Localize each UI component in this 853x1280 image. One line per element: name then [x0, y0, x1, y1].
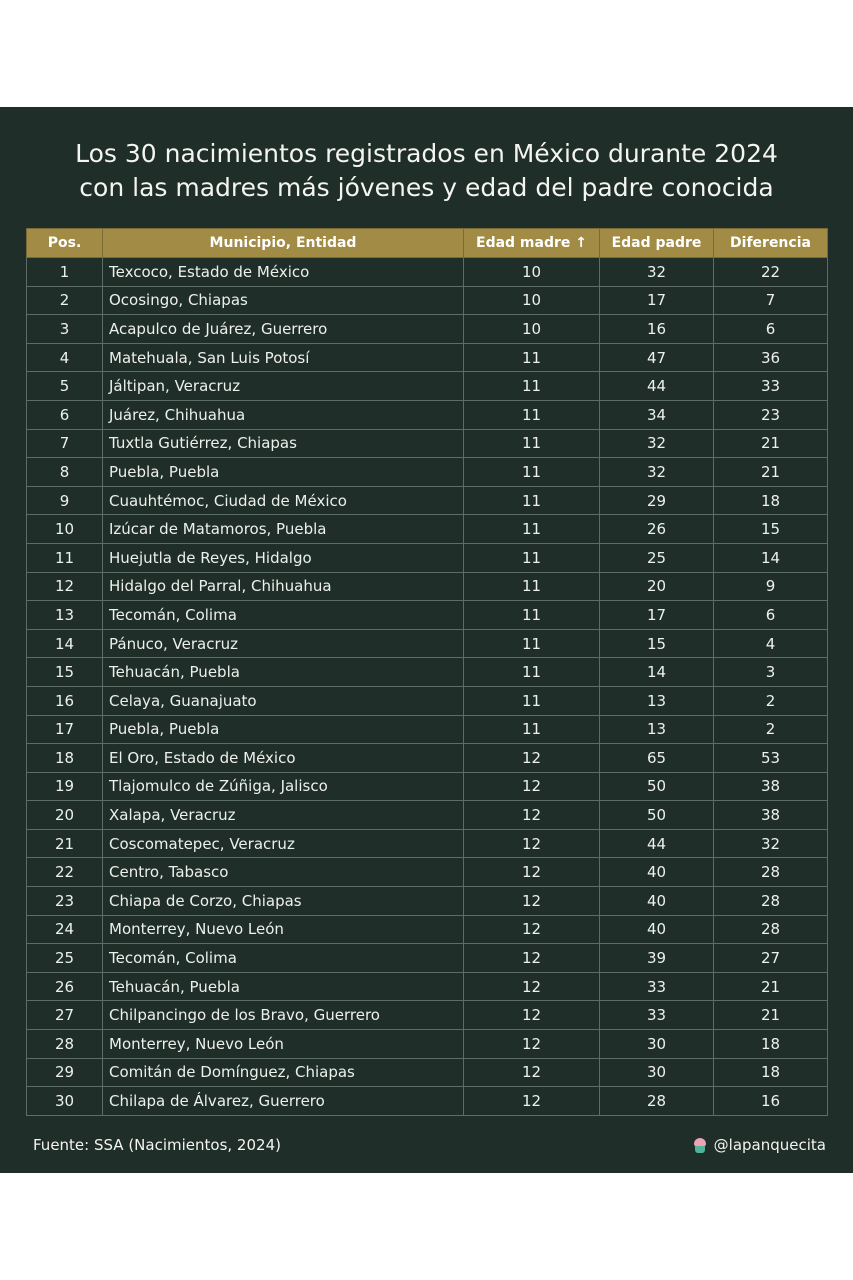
table-row	[27, 486, 828, 515]
cell-pos: 28	[27, 1030, 103, 1059]
cell-diferencia: 2	[714, 686, 828, 715]
cell-edad-padre: 13	[600, 715, 714, 744]
table-row	[27, 258, 828, 287]
cell-edad-madre: 11	[464, 572, 600, 601]
cell-edad-padre: 39	[600, 944, 714, 973]
cell-pos: 17	[27, 715, 103, 744]
cell-edad-madre: 11	[464, 400, 600, 429]
cell-edad-madre: 11	[464, 343, 600, 372]
title-line-2: con las madres más jóvenes y edad del padre conocida	[79, 173, 774, 202]
cell-pos: 29	[27, 1058, 103, 1087]
table-row	[27, 715, 828, 744]
cell-edad-madre: 12	[464, 972, 600, 1001]
cell-pos: 26	[27, 972, 103, 1001]
cell-edad-padre: 17	[600, 601, 714, 630]
table-row	[27, 1001, 828, 1030]
cell-pos: 1	[27, 258, 103, 287]
cell-edad-madre: 11	[464, 629, 600, 658]
cell-edad-padre: 32	[600, 429, 714, 458]
cell-diferencia: 28	[714, 887, 828, 916]
table-row	[27, 944, 828, 973]
table-row	[27, 915, 828, 944]
cell-municipio: Tecomán, Colima	[103, 601, 464, 630]
author-handle: @lapanquecita	[713, 1136, 826, 1154]
cell-edad-madre: 12	[464, 744, 600, 773]
cell-edad-madre: 12	[464, 858, 600, 887]
cell-edad-madre: 12	[464, 1001, 600, 1030]
title-line-1: Los 30 nacimientos registrados en México durante 2024	[75, 139, 778, 168]
table-row	[27, 372, 828, 401]
column-header-pos[interactable]: Pos.	[27, 229, 103, 258]
cell-diferencia: 6	[714, 601, 828, 630]
cell-municipio: Puebla, Puebla	[103, 715, 464, 744]
cell-diferencia: 33	[714, 372, 828, 401]
table-row	[27, 601, 828, 630]
cell-edad-madre: 11	[464, 658, 600, 687]
table-row	[27, 829, 828, 858]
cell-municipio: Jáltipan, Veracruz	[103, 372, 464, 401]
cell-edad-padre: 44	[600, 829, 714, 858]
cell-municipio: Tuxtla Gutiérrez, Chiapas	[103, 429, 464, 458]
cell-edad-madre: 10	[464, 315, 600, 344]
cell-edad-madre: 12	[464, 915, 600, 944]
cell-municipio: Monterrey, Nuevo León	[103, 915, 464, 944]
cell-municipio: Centro, Tabasco	[103, 858, 464, 887]
author-credit	[693, 1136, 826, 1154]
cell-pos: 6	[27, 400, 103, 429]
cell-edad-madre: 11	[464, 543, 600, 572]
table-row	[27, 801, 828, 830]
cell-municipio: Celaya, Guanajuato	[103, 686, 464, 715]
cell-municipio: Cuauhtémoc, Ciudad de México	[103, 486, 464, 515]
column-header-edad-padre[interactable]: Edad padre	[600, 229, 714, 258]
cell-edad-padre: 40	[600, 915, 714, 944]
cell-edad-padre: 34	[600, 400, 714, 429]
cell-municipio: Chilpancingo de los Bravo, Guerrero	[103, 1001, 464, 1030]
cell-diferencia: 38	[714, 801, 828, 830]
cell-edad-padre: 33	[600, 1001, 714, 1030]
table-body	[27, 258, 828, 1116]
cell-pos: 8	[27, 458, 103, 487]
cell-edad-madre: 12	[464, 829, 600, 858]
table-row	[27, 543, 828, 572]
cell-municipio: Tehuacán, Puebla	[103, 658, 464, 687]
cell-diferencia: 28	[714, 915, 828, 944]
cell-municipio: Texcoco, Estado de México	[103, 258, 464, 287]
cell-pos: 5	[27, 372, 103, 401]
table-row	[27, 686, 828, 715]
cell-edad-padre: 13	[600, 686, 714, 715]
source-note: Fuente: SSA (Nacimientos, 2024)	[33, 1136, 281, 1154]
cell-diferencia: 21	[714, 1001, 828, 1030]
cell-edad-madre: 12	[464, 887, 600, 916]
table-row	[27, 458, 828, 487]
cell-municipio: Comitán de Domínguez, Chiapas	[103, 1058, 464, 1087]
cell-edad-padre: 16	[600, 315, 714, 344]
cell-municipio: Tecomán, Colima	[103, 944, 464, 973]
cell-diferencia: 18	[714, 1030, 828, 1059]
cell-pos: 23	[27, 887, 103, 916]
cell-pos: 11	[27, 543, 103, 572]
table-row	[27, 658, 828, 687]
cell-edad-padre: 40	[600, 887, 714, 916]
cell-edad-madre: 12	[464, 944, 600, 973]
cell-edad-madre: 11	[464, 429, 600, 458]
cell-pos: 30	[27, 1087, 103, 1116]
sort-ascending-icon: ↑	[575, 235, 587, 251]
cell-pos: 13	[27, 601, 103, 630]
cell-edad-padre: 30	[600, 1030, 714, 1059]
cell-municipio: Juárez, Chihuahua	[103, 400, 464, 429]
cell-pos: 24	[27, 915, 103, 944]
cell-diferencia: 36	[714, 343, 828, 372]
births-table	[26, 228, 828, 1116]
table-row	[27, 429, 828, 458]
cell-edad-madre: 12	[464, 1030, 600, 1059]
cell-edad-padre: 47	[600, 343, 714, 372]
page-title	[0, 137, 853, 205]
table-row	[27, 572, 828, 601]
cell-edad-padre: 15	[600, 629, 714, 658]
cell-diferencia: 4	[714, 629, 828, 658]
cell-edad-padre: 17	[600, 286, 714, 315]
cell-municipio: Hidalgo del Parral, Chihuahua	[103, 572, 464, 601]
cell-edad-madre: 11	[464, 486, 600, 515]
cell-municipio: Ocosingo, Chiapas	[103, 286, 464, 315]
edad-madre-label: Edad madre	[476, 235, 571, 251]
cell-pos: 15	[27, 658, 103, 687]
cell-edad-padre: 33	[600, 972, 714, 1001]
cell-edad-madre: 11	[464, 601, 600, 630]
cell-diferencia: 3	[714, 658, 828, 687]
table-row	[27, 887, 828, 916]
cell-diferencia: 9	[714, 572, 828, 601]
cell-municipio: Huejutla de Reyes, Hidalgo	[103, 543, 464, 572]
cell-pos: 7	[27, 429, 103, 458]
table-row	[27, 858, 828, 887]
cell-edad-madre: 11	[464, 458, 600, 487]
cell-diferencia: 18	[714, 486, 828, 515]
cell-pos: 10	[27, 515, 103, 544]
cell-edad-padre: 14	[600, 658, 714, 687]
cell-diferencia: 15	[714, 515, 828, 544]
cell-diferencia: 7	[714, 286, 828, 315]
column-header-diferencia[interactable]: Diferencia	[714, 229, 828, 258]
cell-edad-padre: 50	[600, 801, 714, 830]
cell-diferencia: 14	[714, 543, 828, 572]
table-row	[27, 400, 828, 429]
cell-diferencia: 53	[714, 744, 828, 773]
table-row	[27, 629, 828, 658]
cell-diferencia: 32	[714, 829, 828, 858]
cell-edad-padre: 32	[600, 458, 714, 487]
cell-edad-madre: 12	[464, 772, 600, 801]
cell-pos: 3	[27, 315, 103, 344]
table-row	[27, 315, 828, 344]
cell-edad-padre: 25	[600, 543, 714, 572]
cell-edad-madre: 10	[464, 286, 600, 315]
table-row	[27, 286, 828, 315]
cell-edad-padre: 44	[600, 372, 714, 401]
cell-pos: 21	[27, 829, 103, 858]
cell-edad-madre: 12	[464, 1058, 600, 1087]
cell-pos: 12	[27, 572, 103, 601]
cell-edad-padre: 20	[600, 572, 714, 601]
cell-pos: 22	[27, 858, 103, 887]
cell-diferencia: 28	[714, 858, 828, 887]
cell-pos: 4	[27, 343, 103, 372]
infographic-panel	[0, 107, 853, 1173]
table-row	[27, 1058, 828, 1087]
cell-pos: 18	[27, 744, 103, 773]
cell-edad-padre: 50	[600, 772, 714, 801]
cell-diferencia: 38	[714, 772, 828, 801]
cell-municipio: Pánuco, Veracruz	[103, 629, 464, 658]
table-row	[27, 972, 828, 1001]
cell-diferencia: 21	[714, 458, 828, 487]
cell-municipio: Tlajomulco de Zúñiga, Jalisco	[103, 772, 464, 801]
cell-municipio: Matehuala, San Luis Potosí	[103, 343, 464, 372]
cell-edad-padre: 30	[600, 1058, 714, 1087]
cell-edad-madre: 11	[464, 372, 600, 401]
column-header-municipio[interactable]: Municipio, Entidad	[103, 229, 464, 258]
cell-pos: 2	[27, 286, 103, 315]
cell-pos: 20	[27, 801, 103, 830]
cell-diferencia: 16	[714, 1087, 828, 1116]
table-row	[27, 515, 828, 544]
cell-edad-madre: 11	[464, 686, 600, 715]
table-row	[27, 772, 828, 801]
cell-diferencia: 23	[714, 400, 828, 429]
table-header-row	[27, 229, 828, 258]
table-row	[27, 744, 828, 773]
table-row	[27, 343, 828, 372]
cell-edad-madre: 11	[464, 515, 600, 544]
cell-diferencia: 21	[714, 429, 828, 458]
column-header-edad-madre[interactable]	[464, 229, 600, 258]
cell-edad-madre: 10	[464, 258, 600, 287]
cell-municipio: Acapulco de Juárez, Guerrero	[103, 315, 464, 344]
cell-municipio: Chiapa de Corzo, Chiapas	[103, 887, 464, 916]
cell-pos: 9	[27, 486, 103, 515]
cell-pos: 27	[27, 1001, 103, 1030]
cell-municipio: Monterrey, Nuevo León	[103, 1030, 464, 1059]
cell-diferencia: 6	[714, 315, 828, 344]
cell-edad-padre: 65	[600, 744, 714, 773]
cell-municipio: El Oro, Estado de México	[103, 744, 464, 773]
cupcake-icon	[693, 1138, 707, 1153]
cell-edad-padre: 29	[600, 486, 714, 515]
cell-edad-padre: 32	[600, 258, 714, 287]
cell-diferencia: 22	[714, 258, 828, 287]
cell-municipio: Tehuacán, Puebla	[103, 972, 464, 1001]
cell-edad-padre: 26	[600, 515, 714, 544]
cell-edad-madre: 12	[464, 1087, 600, 1116]
cell-edad-madre: 11	[464, 715, 600, 744]
cell-municipio: Izúcar de Matamoros, Puebla	[103, 515, 464, 544]
cell-diferencia: 18	[714, 1058, 828, 1087]
cell-municipio: Puebla, Puebla	[103, 458, 464, 487]
cell-edad-padre: 28	[600, 1087, 714, 1116]
cell-pos: 14	[27, 629, 103, 658]
cell-pos: 25	[27, 944, 103, 973]
cell-municipio: Coscomatepec, Veracruz	[103, 829, 464, 858]
cell-diferencia: 2	[714, 715, 828, 744]
cell-municipio: Xalapa, Veracruz	[103, 801, 464, 830]
cell-pos: 19	[27, 772, 103, 801]
table-row	[27, 1030, 828, 1059]
cell-municipio: Chilapa de Álvarez, Guerrero	[103, 1087, 464, 1116]
cell-diferencia: 21	[714, 972, 828, 1001]
table-row	[27, 1087, 828, 1116]
cell-diferencia: 27	[714, 944, 828, 973]
cell-edad-padre: 40	[600, 858, 714, 887]
cell-pos: 16	[27, 686, 103, 715]
cell-edad-madre: 12	[464, 801, 600, 830]
